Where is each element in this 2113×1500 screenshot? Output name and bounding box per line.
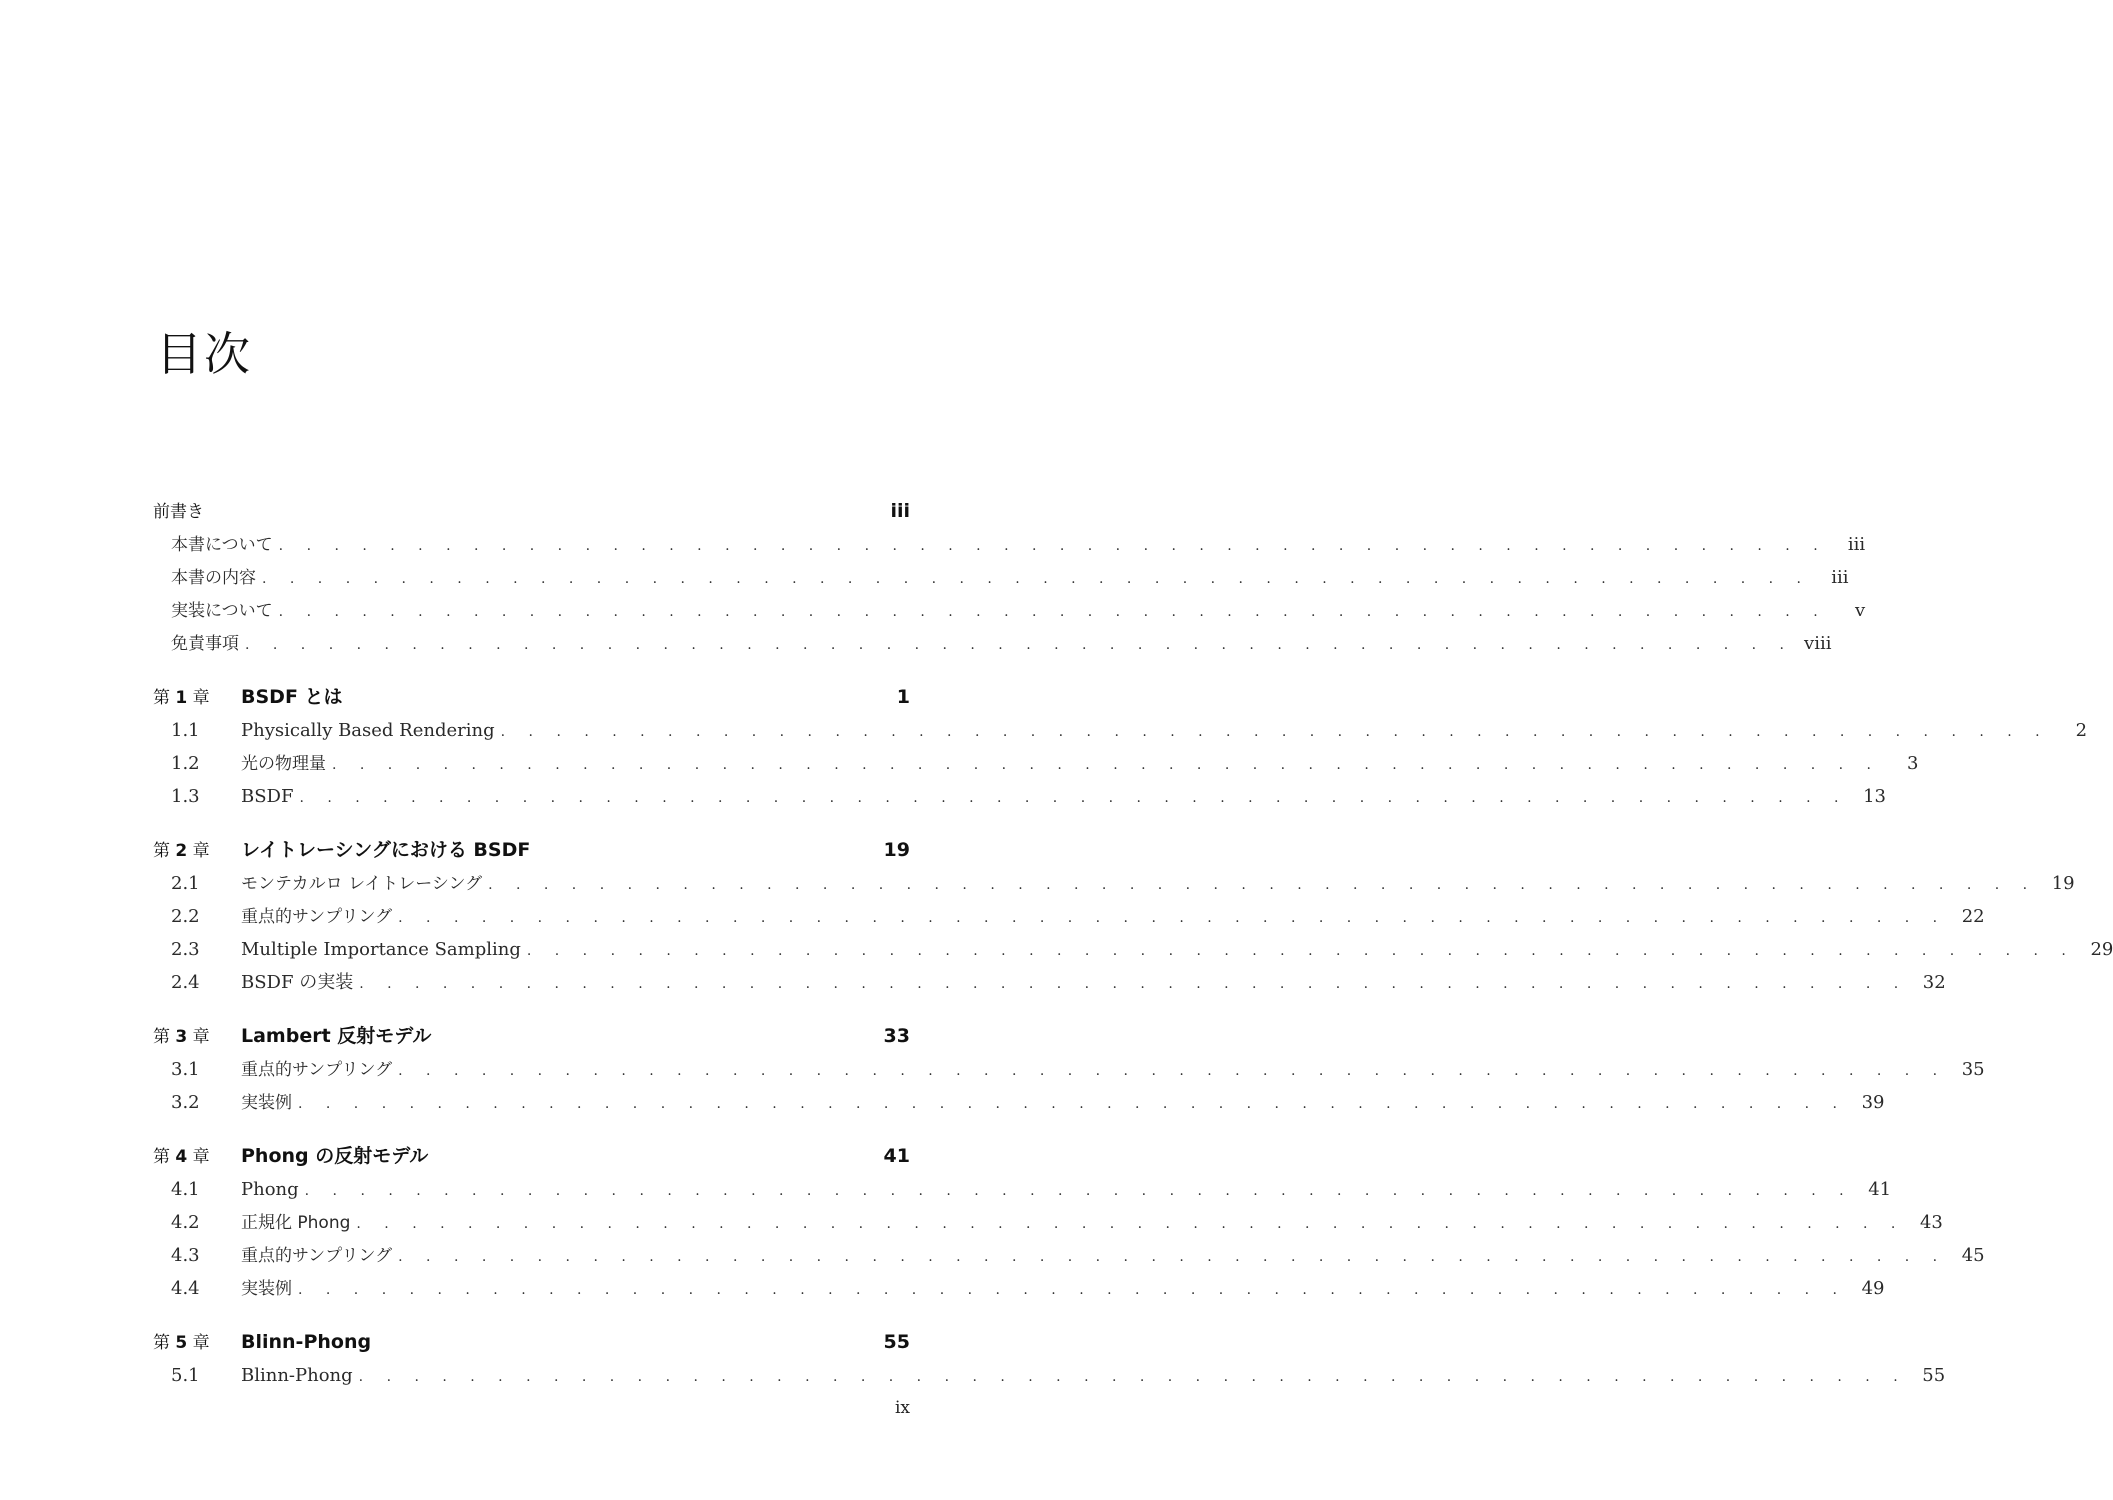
- dot-leader: . . . . . . . . . . . . . . . . . . . . . . . . . . . . . . . . . . . . . . . . . . . . . . . . . . . . . . . .: [304, 1183, 1854, 1199]
- section-number: 4.4: [171, 1278, 200, 1299]
- toc-section-row[interactable]: [153, 1053, 1985, 1086]
- section-number: 2.2: [171, 906, 200, 927]
- section-title: モンテカルロ レイトレーシング: [241, 874, 483, 894]
- chapter-num-value: 2: [175, 841, 188, 861]
- toc-section-row[interactable]: [153, 714, 2088, 747]
- toc-section-row[interactable]: [153, 933, 2113, 966]
- chapter-title: レイトレーシングにおける BSDF: [241, 839, 531, 861]
- dot-leader: . . . . . . . . . . . . . . . . . . . . . . . . . . . . . . . . . . . . . . . . . . . . . . . . . . . . . . . .: [398, 1249, 1947, 1265]
- chapter-page-number: iii: [890, 500, 910, 522]
- toc-chapter-row[interactable]: [153, 1326, 910, 1359]
- section-number: 2.1: [171, 873, 200, 894]
- section-title: 重点的サンプリング: [241, 1246, 393, 1266]
- section-page-number: v: [1854, 600, 1866, 621]
- dot-leader: . . . . . . . . . . . . . . . . . . . . . . . . . . . . . . . . . . . . . . . . . . . . . . . . . . . . . . . .: [358, 1369, 1908, 1385]
- dot-leader: . . . . . . . . . . . . . . . . . . . . . . . . . . . . . . . . . . . . . . . . . . . . . . . . . . . . . . . .: [500, 724, 2050, 740]
- section-page-number: 41: [1868, 1179, 1892, 1200]
- chapter-page-number: 19: [883, 839, 910, 861]
- toc-chapter-row[interactable]: [153, 1020, 910, 1053]
- section-title: 実装例: [241, 1093, 292, 1113]
- section-title: Multiple Importance Sampling: [241, 939, 521, 960]
- section-page-number: 2: [2075, 720, 2088, 741]
- toc-section-row[interactable]: [153, 627, 1832, 660]
- chapter-title: Lambert 反射モデル: [241, 1025, 432, 1047]
- toc-group: [153, 1140, 1985, 1305]
- toc-group: [153, 495, 1866, 660]
- chapter-suffix: 章: [192, 841, 210, 861]
- toc-section-row[interactable]: [153, 594, 1866, 627]
- section-page-number: viii: [1804, 633, 1832, 654]
- section-number: 3.1: [171, 1059, 200, 1080]
- toc-section-row[interactable]: [153, 561, 1849, 594]
- chapter-prefix: 第: [153, 1147, 170, 1167]
- section-page-number: 32: [1922, 972, 1946, 993]
- toc-group: [153, 1020, 1985, 1119]
- toc-chapter-row[interactable]: [153, 495, 910, 528]
- toc-section-row[interactable]: [153, 966, 1946, 999]
- chapter-suffix: 章: [192, 1147, 210, 1167]
- section-title: BSDF の実装: [241, 972, 354, 993]
- section-page-number: iii: [1831, 567, 1849, 588]
- dot-leader: . . . . . . . . . . . . . . . . . . . . . . . . . . . . . . . . . . . . . . . . . . . . . . . . . . . . . . . .: [262, 571, 1811, 587]
- dot-leader: . . . . . . . . . . . . . . . . . . . . . . . . . . . . . . . . . . . . . . . . . . . . . . . . . . . . . . . .: [245, 637, 1794, 653]
- toc-section-row[interactable]: [153, 780, 1886, 813]
- section-page-number: 19: [2051, 873, 2075, 894]
- dot-leader: . . . . . . . . . . . . . . . . . . . . . . . . . . . . . . . . . . . . . . . . . . . . . . . . . . . . . . . .: [278, 538, 1828, 554]
- chapter-title: BSDF とは: [241, 686, 343, 708]
- toc-section-row[interactable]: [153, 1173, 1892, 1206]
- chapter-page-number: 41: [883, 1145, 910, 1167]
- section-page-number: 55: [1922, 1365, 1946, 1386]
- toc-section-row[interactable]: [153, 900, 1985, 933]
- page-number: ix: [894, 1398, 910, 1418]
- section-page-number: 39: [1861, 1092, 1885, 1113]
- toc-section-row[interactable]: [153, 528, 1866, 561]
- section-title: BSDF: [241, 786, 294, 807]
- section-title: 実装について: [171, 601, 273, 621]
- chapter-prefix: 第: [153, 688, 170, 708]
- section-title: 重点的サンプリング: [241, 1060, 393, 1080]
- dot-leader: . . . . . . . . . . . . . . . . . . . . . . . . . . . . . . . . . . . . . . . . . . . . . . . . . . . . . . . .: [398, 910, 1947, 926]
- chapter-page-number: 1: [896, 686, 910, 708]
- section-title: 重点的サンプリング: [241, 907, 393, 927]
- chapter-prefix: 第: [153, 1333, 170, 1353]
- section-number: 4.2: [171, 1212, 200, 1233]
- section-page-number: iii: [1847, 534, 1866, 555]
- section-page-number: 13: [1863, 786, 1886, 807]
- section-number: 3.2: [171, 1092, 200, 1113]
- section-page-number: 3: [1907, 753, 1919, 774]
- section-title: 光の物理量: [241, 754, 326, 774]
- section-title: 実装例: [241, 1279, 292, 1299]
- dot-leader: . . . . . . . . . . . . . . . . . . . . . . . . . . . . . . . . . . . . . . . . . . . . . . . . . . . . . . . .: [398, 1063, 1947, 1079]
- dot-leader: . . . . . . . . . . . . . . . . . . . . . . . . . . . . . . . . . . . . . . . . . . . . . . . . . . . . . . . .: [298, 1282, 1847, 1298]
- section-number: 1.2: [171, 753, 200, 774]
- chapter-number: [153, 1021, 241, 1054]
- chapter-page-number: 33: [883, 1025, 910, 1047]
- chapter-number: [153, 835, 241, 868]
- chapter-suffix: 章: [192, 688, 210, 708]
- section-title: Phong: [241, 1179, 299, 1200]
- section-number: 4.3: [171, 1245, 200, 1266]
- chapter-suffix: 章: [192, 1333, 210, 1353]
- dot-leader: . . . . . . . . . . . . . . . . . . . . . . . . . . . . . . . . . . . . . . . . . . . . . . . . . . . . . . . .: [298, 1096, 1847, 1112]
- section-page-number: 22: [1961, 906, 1985, 927]
- section-title: 正規化 Phong: [241, 1213, 351, 1233]
- section-page-number: 45: [1961, 1245, 1985, 1266]
- toc-group: [153, 834, 2113, 999]
- section-page-number: 29: [2090, 939, 2113, 960]
- chapter-num-value: 1: [175, 688, 188, 708]
- section-number: 2.3: [171, 939, 200, 960]
- toc-section-row[interactable]: [153, 1239, 1985, 1272]
- dot-leader: . . . . . . . . . . . . . . . . . . . . . . . . . . . . . . . . . . . . . . . . . . . . . . . . . . . . . . . .: [299, 790, 1848, 806]
- toc-section-row[interactable]: [153, 867, 2075, 900]
- dot-leader: . . . . . . . . . . . . . . . . . . . . . . . . . . . . . . . . . . . . . . . . . . . . . . . . . . . . . . . .: [359, 976, 1908, 992]
- section-number: 1.3: [171, 786, 200, 807]
- section-title: 免責事項: [171, 634, 239, 654]
- chapter-prefix: 第: [153, 841, 170, 861]
- page-title: 目次: [156, 327, 252, 381]
- toc-chapter-row[interactable]: [153, 1140, 910, 1173]
- toc-section-row[interactable]: [153, 1359, 1946, 1392]
- section-number: 2.4: [171, 972, 200, 993]
- chapter-title: Blinn-Phong: [241, 1331, 372, 1353]
- section-title: 本書の内容: [171, 568, 256, 588]
- chapter-page-number: 55: [883, 1331, 910, 1353]
- chapter-number: [153, 682, 241, 715]
- dot-leader: . . . . . . . . . . . . . . . . . . . . . . . . . . . . . . . . . . . . . . . . . . . . . . . . . . . . . . . .: [332, 757, 1881, 773]
- section-page-number: 43: [1919, 1212, 1943, 1233]
- section-number: 4.1: [171, 1179, 200, 1200]
- dot-leader: . . . . . . . . . . . . . . . . . . . . . . . . . . . . . . . . . . . . . . . . . . . . . . . . . . . . . . . .: [526, 943, 2076, 959]
- table-of-contents: [153, 495, 2113, 1413]
- chapter-num-value: 4: [175, 1147, 188, 1167]
- toc-group: [153, 1326, 1946, 1392]
- chapter-num-value: 3: [175, 1027, 188, 1047]
- section-page-number: 35: [1961, 1059, 1985, 1080]
- dot-leader: . . . . . . . . . . . . . . . . . . . . . . . . . . . . . . . . . . . . . . . . . . . . . . . . . . . . . . . .: [278, 604, 1828, 620]
- section-title: Blinn-Phong: [241, 1365, 353, 1386]
- chapter-suffix: 章: [192, 1027, 210, 1047]
- toc-chapter-row[interactable]: [153, 681, 910, 714]
- dot-leader: . . . . . . . . . . . . . . . . . . . . . . . . . . . . . . . . . . . . . . . . . . . . . . . . . . . . . . . .: [356, 1216, 1905, 1232]
- section-page-number: 49: [1861, 1278, 1885, 1299]
- chapter-num-value: 5: [175, 1333, 188, 1353]
- toc-section-row[interactable]: [153, 1086, 1885, 1119]
- toc-chapter-row[interactable]: [153, 834, 910, 867]
- section-title: 本書について: [171, 535, 273, 555]
- chapter-title: Phong の反射モデル: [241, 1145, 429, 1167]
- chapter-number: [153, 1141, 241, 1174]
- toc-section-row[interactable]: [153, 1272, 1885, 1305]
- section-number: 1.1: [171, 720, 200, 741]
- toc-section-row[interactable]: [153, 1206, 1943, 1239]
- section-title: Physically Based Rendering: [241, 720, 495, 741]
- toc-section-row[interactable]: [153, 747, 1919, 780]
- dot-leader: . . . . . . . . . . . . . . . . . . . . . . . . . . . . . . . . . . . . . . . . . . . . . . . . . . . . . . . .: [488, 877, 2037, 893]
- chapter-title: 前書き: [153, 502, 204, 522]
- toc-group: [153, 681, 2088, 813]
- chapter-prefix: 第: [153, 1027, 170, 1047]
- chapter-number: [153, 1327, 241, 1360]
- section-number: 5.1: [171, 1365, 200, 1386]
